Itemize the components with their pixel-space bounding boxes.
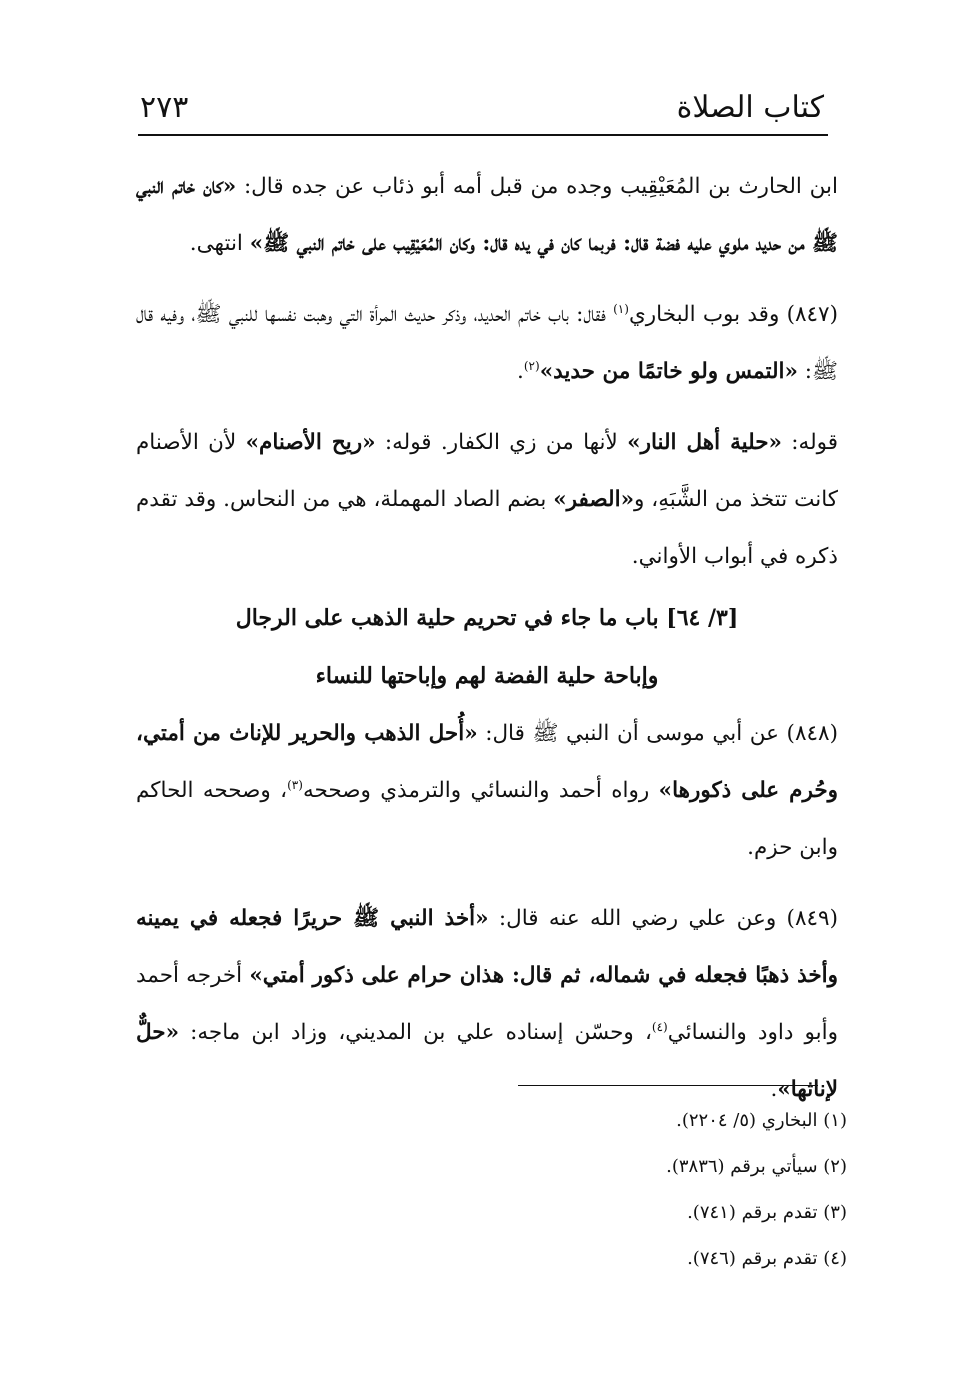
footnotes [487,1098,847,1282]
running-title: كتاب الصلاة [676,90,824,125]
footnote-2: (٢) سيأتي برقم (٣٨٣٦). [666,1156,847,1177]
hadith-quote: «أُحل الذهب والحرير للإناث من أمتي، وحُرم على ذكورها» [136,721,839,803]
footnote-4: (٤) تقدم برقم (٧٤٦). [687,1248,847,1269]
footnote-1: (١) البخاري (٥/ ٢٢٠٤). [676,1110,847,1131]
page-header [138,88,828,136]
text-run: (٨٤٨) عن أبي موسى أن النبي ﷺ قال: [477,721,838,746]
footnote-ref-1[interactable]: (١) [613,301,629,316]
paragraph-849 [136,890,838,1118]
text-run: بضم الصاد المهملة، هي من النحاس. وقد تقدم ذكره في أبواب الأواني. [136,487,838,569]
text-run: . [770,1077,778,1102]
hadith-quote: «التمس ولو خاتمًا من حديد» [539,359,798,384]
paragraph-847 [136,286,838,400]
hadith-quote: «حلٌّ لإناثها» [136,1020,838,1102]
hadith-quote: «أخذ النبي ﷺ حريرًا فجعله في يمينه وأخذ ذهبًا فجعله في شماله، ثم قال: هذان حرام على ذكور أمتي» [136,906,839,988]
text-run: ابن الحارث بن المُعَيْقِيب وجده من قبل أمه أبو ذئاب عن جده قال: [236,174,838,199]
text-run: ، وحسّن إسناده علي بن المديني، وزاد ابن ماجه: [179,1020,652,1045]
paragraph-continuation [136,158,838,272]
text-run: . [517,359,524,384]
page-number: ٢٧٣ [140,90,189,125]
footnote-3: (٣) تقدم برقم (٧٤١). [687,1202,847,1223]
quoted-term: «حلية أهل النار» [627,430,782,455]
text-run: انتهى. [189,231,250,256]
quoted-term: «الصفر» [553,487,635,512]
chapter-heading-line-1: [٣/ ٦٤] باب ما جاء في تحريم حلية الذهب على الرجال [235,605,739,631]
footnote-ref-3[interactable]: (٣) [287,777,303,792]
main-text [136,158,838,1118]
text-run: لأن الأصنام كانت تتخذ من الشَّبَهِ، و [136,430,838,512]
footnote-ref-4[interactable]: (٤) [651,1019,668,1034]
chapter-heading-line-2: وإباحة حلية الفضة لهم وإباحتها للنساء [315,663,659,689]
paragraph-848 [136,705,838,876]
text-run: فقال: باب خاتم الحديد، وذكر حديث المرأة التي وهبت نفسها للنبي ﷺ، وفيه قال ﷺ: [136,302,838,384]
text-run: (٨٤٧) وقد بوب البخاري [628,302,838,327]
footnote-divider [518,1085,818,1086]
text-run: قوله: [781,430,838,455]
text-run: أخرجه أحمد وأبو داود والنسائي [136,963,838,1045]
text-run: لأنها من زي الكفار. قوله: [375,430,628,455]
footnote-ref-2[interactable]: (٢) [523,358,540,373]
text-run: رواه أحمد والنسائي والترمذي وصححه [302,778,659,803]
hadith-quote: «كان خاتم النبي ﷺ من حديد ملوي عليه فضة قال: فربما كان في يده قال: وكان المُعَيْقِيب على خاتم النبي ﷺ» [136,174,838,256]
paragraph-commentary [136,414,838,585]
quoted-term: «ريح الأصنام» [245,430,376,455]
text-run: (٨٤٩) وعن علي رضي الله عنه قال: [488,906,838,931]
chapter-heading [136,589,838,705]
text-run: ، وصححه الحاكم وابن حزم. [136,778,838,860]
